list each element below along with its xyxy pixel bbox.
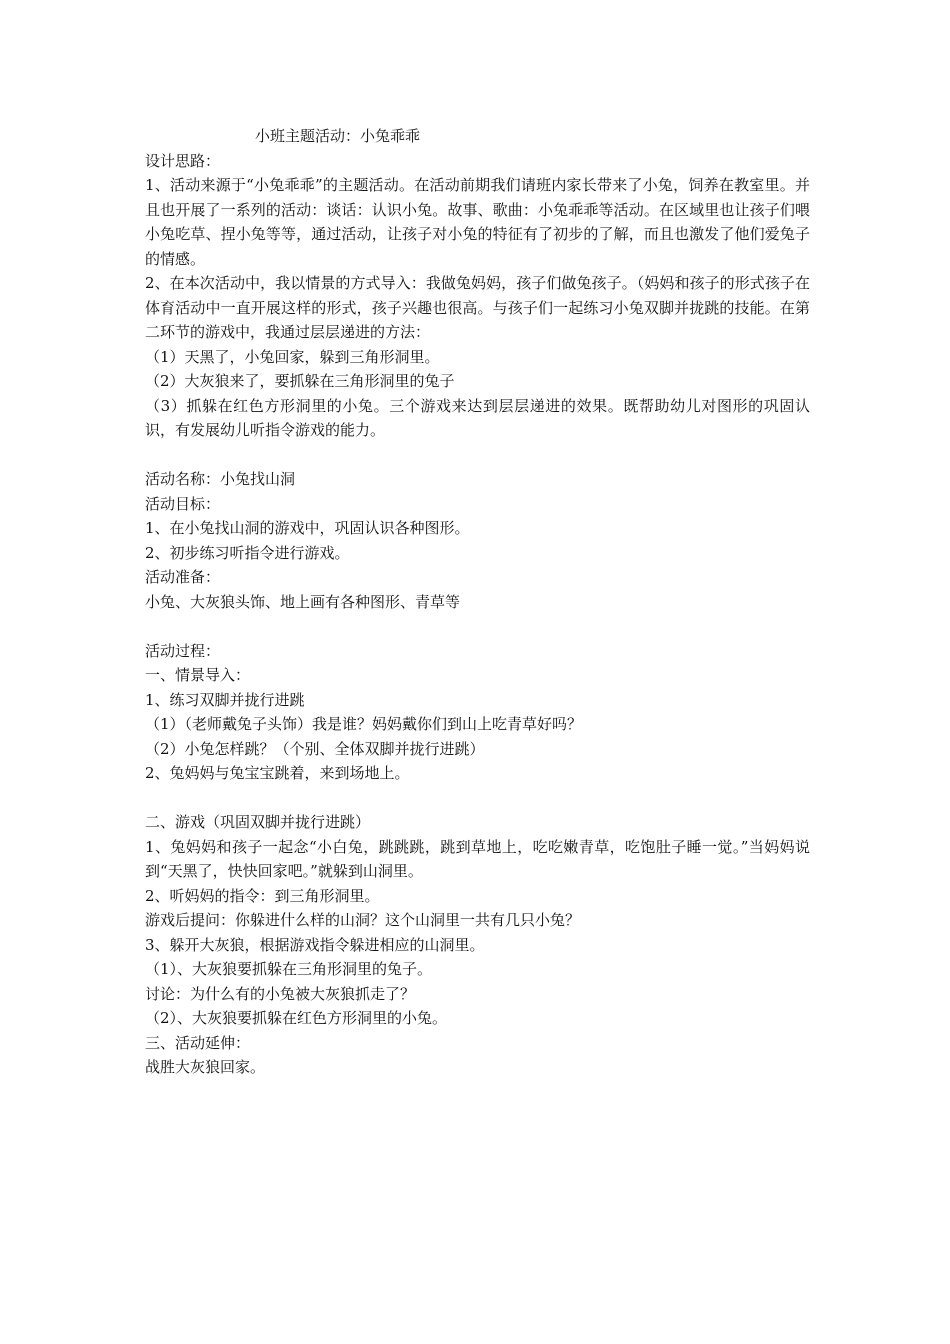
step2-item-1: 1、兔妈妈和孩子一起念“小白兔，跳跳跳，跳到草地上，吃吃嫩青草，吃饱肚子睡一觉。”当妈妈说到“天黑了，快快回家吧。”就躲到山洞里。 — [145, 837, 810, 880]
step2-question: 游戏后提问：你躲进什么样的山洞？这个山洞里一共有几只小兔？ — [145, 911, 581, 929]
step3-heading: 三、活动延伸： — [145, 1033, 251, 1052]
step2-discussion: 讨论：为什么有的小兔被大灰狼抓走了？ — [145, 984, 416, 1003]
step1-item-b: 2、兔妈妈与兔宝宝跳着，来到场地上。 — [145, 764, 410, 782]
step2-item-3b: （2）、大灰狼要抓躲在红色方形洞里的小兔。 — [145, 1009, 448, 1027]
step1-item-a1: （1）（老师戴兔子头饰）我是谁？妈妈戴你们到山上吃青草好吗？ — [145, 715, 583, 733]
step1-item-a2: （2）小兔怎样跳？（个别、全体双脚并拢行进跳） — [145, 739, 485, 758]
step2-item-3a: （1）、大灰狼要抓躲在三角形洞里的兔子。 — [145, 960, 433, 978]
design-item-3: （3）抓躲在红色方形洞里的小兔。三个游戏来达到层层递进的效果。既帮助幼儿对图形的巩固认识，有发展幼儿听指令游戏的能力。 — [145, 396, 810, 439]
design-heading: 设计思路： — [145, 151, 221, 170]
goal-item-2: 2、初步练习听指令进行游戏。 — [145, 543, 350, 562]
blank-line — [145, 614, 810, 639]
document-page — [145, 124, 810, 1080]
prep-text: 小兔、大灰狼头饰、地上画有各种图形、青草等 — [145, 592, 461, 611]
step1-heading: 一、情景导入： — [145, 666, 251, 684]
design-item-2: （2）大灰狼来了，要抓躲在三角形洞里的兔子 — [145, 372, 455, 390]
page-title: 小班主题活动：小兔乖乖 — [255, 127, 421, 145]
process-heading: 活动过程： — [145, 641, 221, 660]
step2-heading: 二、游戏（巩固双脚并拢行进跳） — [145, 813, 371, 831]
step3-text: 战胜大灰狼回家。 — [145, 1058, 266, 1076]
blank-line — [145, 786, 810, 811]
design-paragraph-2: 2、在本次活动中，我以情景的方式导入：我做兔妈妈，孩子们做兔孩子。（妈妈和孩子的形式孩子在体育活动中一直开展这样的形式，孩子兴趣也很高。与孩子们一起练习小兔双脚并拢跳的技能。在第二环节的游戏中，我通过层层递进的方法： — [145, 274, 810, 341]
prep-heading: 活动准备： — [145, 568, 221, 586]
activity-name: 活动名称：小兔找山洞 — [145, 470, 296, 488]
step2-item-2: 2、听妈妈的指令：到三角形洞里。 — [145, 886, 380, 905]
design-item-1: （1）天黑了，小兔回家，躲到三角形洞里。 — [145, 347, 440, 366]
goal-heading: 活动目标： — [145, 494, 221, 513]
step2-item-3: 3、躲开大灰狼，根据游戏指令躲进相应的山洞里。 — [145, 935, 485, 954]
goal-item-1: 1、在小兔找山洞的游戏中，巩固认识各种图形。 — [145, 519, 470, 537]
blank-line — [145, 443, 810, 468]
step1-item-a: 1、练习双脚并拢行进跳 — [145, 690, 305, 709]
design-paragraph-1: 1、活动来源于“小兔乖乖”的主题活动。在活动前期我们请班内家长带来了小兔，饲养在教室里。并且也开展了一系列的活动：谈话：认识小兔。故事、歌曲：小兔乖乖等活动。在区域里也让孩子们喂小兔吃草、捏小兔等等，通过活动，让孩子对小兔的特征有了初步的了解，而且也激发了他们爱兔子的情感。 — [145, 176, 810, 268]
